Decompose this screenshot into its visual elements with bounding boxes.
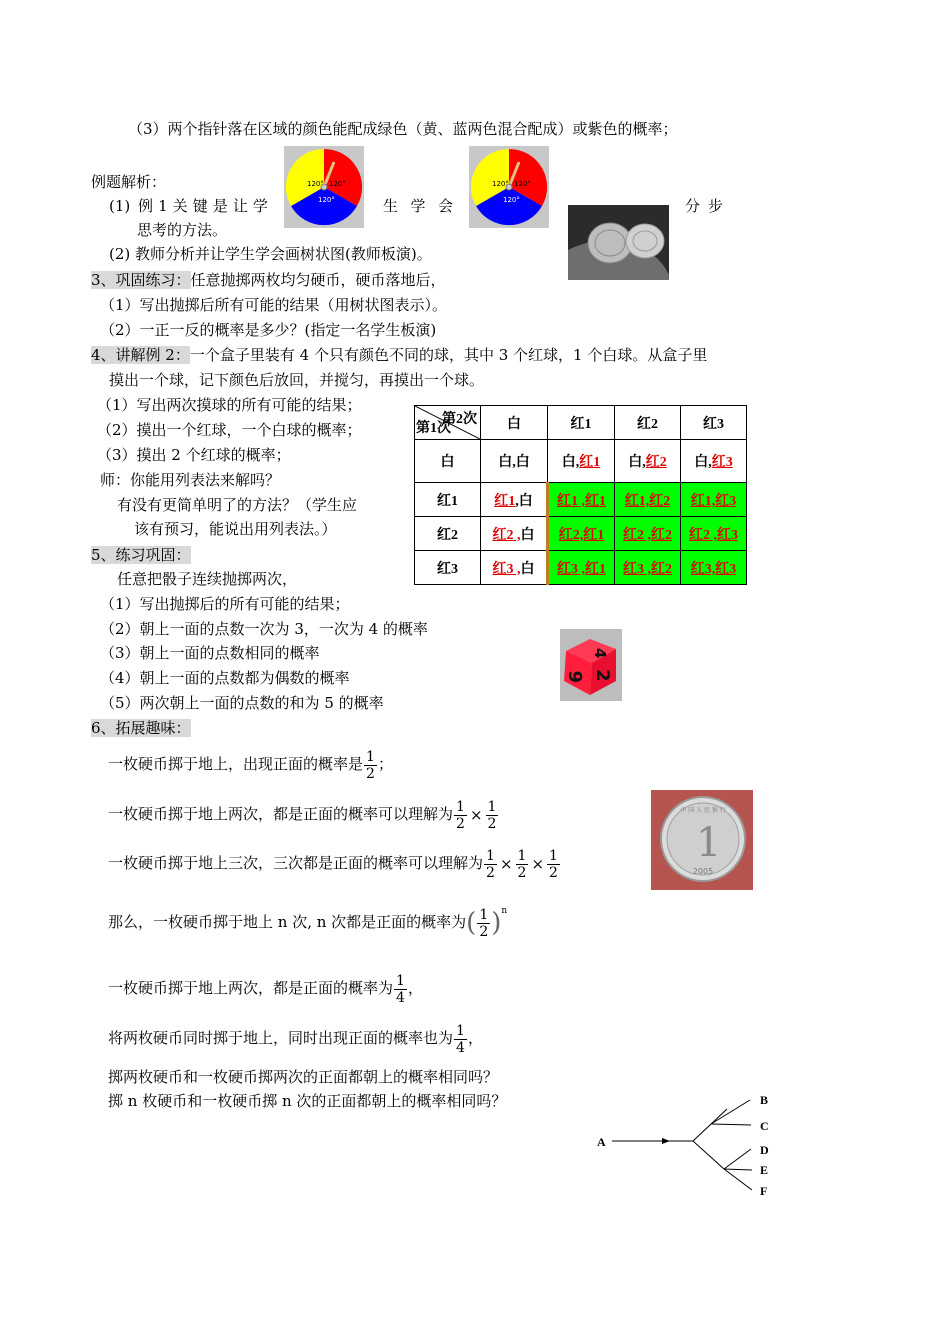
one-yuan-coin-photo bbox=[651, 790, 753, 890]
col-head: 红2 bbox=[615, 406, 681, 440]
table-cell: 白,红1 bbox=[548, 440, 615, 483]
table-cell: 红2 ,红3 bbox=[681, 517, 747, 551]
fraction-half: $\frac{1}{2}$ bbox=[456, 798, 465, 832]
row-head: 红2 bbox=[415, 517, 481, 551]
dice-top-face: 4 bbox=[591, 648, 609, 659]
section-6-line-4: 那么，一枚硬币掷于地上 n 次, n 次都是正面的概率为( $\frac{1}{2}$ )n bbox=[108, 906, 508, 940]
section-6-line-2: 一枚硬币掷于地上两次，都是正面的概率可以理解为 $\frac{1}{2}$ × $\frac{1}{2}$ bbox=[108, 798, 497, 832]
ex1-char: 例 bbox=[138, 197, 154, 215]
ex1-char: 关 bbox=[172, 197, 188, 215]
section-3-title: 3、巩固练习：任意抛掷两枚均匀硬币，硬币落地后， bbox=[91, 271, 446, 289]
section-5-item-3: （3）朝上一面的点数相同的概率 bbox=[100, 644, 320, 662]
fraction-half: $\frac{1}{2}$ bbox=[487, 798, 497, 832]
ex1-continuation: 思考的方法。 bbox=[137, 221, 228, 239]
dice-photo bbox=[560, 629, 622, 701]
ex1-char: 学 bbox=[252, 197, 268, 215]
section-4-item-1: （1）写出两次摸球的所有可能的结果； bbox=[97, 396, 362, 414]
table-cell: 红2 ,红2 bbox=[615, 517, 681, 551]
corner-second-label: 第2次 bbox=[442, 412, 477, 427]
outcome-table bbox=[414, 405, 747, 585]
coin-inscription: 中 国 人 民 银 行 bbox=[680, 807, 726, 814]
question-3: （3）两个指针落在区域的颜色能配成绿色（黄、蓝两色混合配成）或紫色的概率； bbox=[128, 120, 678, 138]
spinner-2-label-left: 120° bbox=[492, 180, 509, 188]
section-6-line-8: 掷 n 枚硬币和一枚硬币掷 n 次的正面都朝上的概率相同吗？ bbox=[108, 1092, 507, 1110]
col-head: 白 bbox=[481, 406, 548, 440]
ex1-char: 生 bbox=[383, 197, 399, 215]
table-cell: 白,红3 bbox=[681, 440, 747, 483]
spinner-1-label-bottom: 120° bbox=[318, 196, 335, 204]
spinner-1-label-left: 120° bbox=[307, 180, 324, 188]
table-header-row bbox=[415, 406, 747, 440]
table-row bbox=[415, 551, 747, 585]
section-6-line-1: 一枚硬币掷于地上，出现正面的概率是 $\frac{1}{2}$ ； bbox=[108, 748, 393, 782]
section-6-line-5: 一枚硬币掷于地上两次，都是正面的概率为 $\frac{1}{4}$ ， bbox=[108, 972, 423, 1006]
example-title: 例题解析： bbox=[91, 173, 167, 191]
fraction-half: $\frac{1}{2}$ bbox=[517, 847, 527, 881]
col-head: 红1 bbox=[548, 406, 615, 440]
table-cell: 红2 ,白 bbox=[481, 517, 548, 551]
section-4-item-2: （2）摸出一个红球，一个白球的概率； bbox=[97, 421, 362, 439]
table-cell: 红3 ,红2 bbox=[615, 551, 681, 585]
coin-numeral: 1 bbox=[696, 820, 722, 866]
tree-node-leaf: B bbox=[760, 1093, 769, 1107]
table-cell: 红1,红2 bbox=[615, 483, 681, 517]
table-cell: 红3 ,红1 bbox=[548, 551, 615, 585]
section-3-item-2: （2）一正一反的概率是多少？(指定一名学生板演) bbox=[100, 321, 437, 339]
section-5-item-2: （2）朝上一面的点数一次为 3，一次为 4 的概率 bbox=[100, 620, 428, 638]
coin-year: 2005 bbox=[692, 867, 714, 876]
tree-node-root: A bbox=[597, 1135, 606, 1149]
table-cell: 红3,红3 bbox=[681, 551, 747, 585]
ex1-segment-1 bbox=[138, 196, 268, 216]
ex1-segment-3 bbox=[685, 196, 723, 216]
ex1-char: 学 bbox=[410, 197, 426, 215]
spinner-1 bbox=[284, 146, 364, 228]
row-head: 白 bbox=[415, 440, 481, 483]
section-4-teacher-question: 师：你能用列表法来解吗？ bbox=[100, 471, 281, 489]
table-cell: 红1,红3 bbox=[681, 483, 747, 517]
section-6-title: 6、拓展趣味： bbox=[91, 719, 191, 737]
fraction-half: $\frac{1}{2}$ bbox=[479, 906, 489, 940]
fraction-quarter: $\frac{1}{4}$ bbox=[456, 1022, 465, 1056]
section-4-title: 4、讲解例 2：一个盒子里装有 4 个只有颜色不同的球，其中 3 个红球，1 个白球。从盒子里 bbox=[91, 346, 708, 364]
section-6-line-3: 一枚硬币掷于地上三次，三次都是正面的概率可以理解为 $\frac{1}{2}$ × $\frac{1}{2}$ × $\frac{1}{2}$ bbox=[108, 847, 558, 881]
dice-right-face: 2 bbox=[592, 669, 613, 682]
spinner-2-label-bottom: 120° bbox=[503, 196, 520, 204]
table-cell: 红1,白 bbox=[481, 483, 548, 517]
table-cell: 红2,红1 bbox=[548, 517, 615, 551]
ex1-char: 1 bbox=[158, 197, 168, 215]
table-row bbox=[415, 483, 747, 517]
ex1-char: 会 bbox=[437, 197, 453, 215]
ex1-char: 步 bbox=[707, 197, 723, 215]
tree-diagram bbox=[590, 1088, 780, 1203]
section-6-line-6: 将两枚硬币同时掷于地上，同时出现正面的概率也为 $\frac{1}{4}$ ， bbox=[108, 1022, 483, 1056]
section-4-note-1: 有没有更简单明了的方法？（学生应 bbox=[117, 496, 358, 514]
spinner-1-label-right: 120° bbox=[329, 180, 346, 188]
ex1-char: 分 bbox=[685, 197, 701, 215]
two-coins-photo bbox=[568, 205, 669, 280]
col-head: 红3 bbox=[681, 406, 747, 440]
section-3-item-1: （1）写出抛掷后所有可能的结果（用树状图表示）。 bbox=[100, 296, 448, 314]
spinner-2-label-right: 120° bbox=[514, 180, 531, 188]
section-6-line-7: 掷两枚硬币和一枚硬币掷两次的正面都朝上的概率相同吗？ bbox=[108, 1068, 499, 1086]
spinner-2 bbox=[469, 146, 549, 228]
table-corner-cell bbox=[415, 406, 481, 440]
section-4-note-2: 该有预习，能说出用列表法。） bbox=[134, 520, 337, 538]
section-5-title: 5、练习巩固： bbox=[91, 546, 191, 564]
tree-node-leaf: E bbox=[760, 1163, 769, 1177]
table-row bbox=[415, 517, 747, 551]
ex1-segment-2 bbox=[383, 196, 453, 216]
table-cell: 白,红2 bbox=[615, 440, 681, 483]
table-row bbox=[415, 440, 747, 483]
tree-node-leaf: D bbox=[760, 1143, 769, 1157]
corner-first-label: 第1次 bbox=[416, 421, 451, 436]
row-head: 红1 bbox=[415, 483, 481, 517]
ex2-text: (2) 教师分析并让学生学会画树状图(教师板演)。 bbox=[109, 245, 432, 263]
section-4-continuation: 摸出一个球，记下颜色后放回，并搅匀，再摸出一个球。 bbox=[109, 371, 485, 389]
tree-node-leaf: F bbox=[760, 1184, 768, 1198]
fraction-half: $\frac{1}{2}$ bbox=[486, 847, 495, 881]
table-cell: 白,白 bbox=[481, 440, 548, 483]
section-5-item-4: （4）朝上一面的点数都为偶数的概率 bbox=[100, 669, 350, 687]
section-5-item-1: （1）写出抛掷后的所有可能的结果； bbox=[100, 595, 350, 613]
section-5-intro: 任意把骰子连续抛掷两次， bbox=[117, 570, 298, 588]
tree-node-leaf: C bbox=[760, 1119, 769, 1133]
row-head: 红3 bbox=[415, 551, 481, 585]
table-cell: 红1 ,红1 bbox=[548, 483, 615, 517]
fraction-half: $\frac{1}{2}$ bbox=[549, 847, 558, 881]
dice-left-face: 6 bbox=[566, 670, 587, 683]
ex1-char: 是 bbox=[212, 197, 228, 215]
section-5-item-5: （5）两次朝上一面的点数的和为 5 的概率 bbox=[100, 694, 384, 712]
ex1-num: (1) bbox=[109, 197, 131, 215]
table-cell: 红3 ,白 bbox=[481, 551, 548, 585]
fraction-quarter: $\frac{1}{4}$ bbox=[396, 972, 405, 1006]
section-4-item-3: （3）摸出 2 个红球的概率； bbox=[97, 446, 291, 464]
ex1-char: 让 bbox=[232, 197, 248, 215]
ex1-char: 键 bbox=[192, 197, 208, 215]
fraction-half: $\frac{1}{2}$ bbox=[366, 748, 375, 782]
